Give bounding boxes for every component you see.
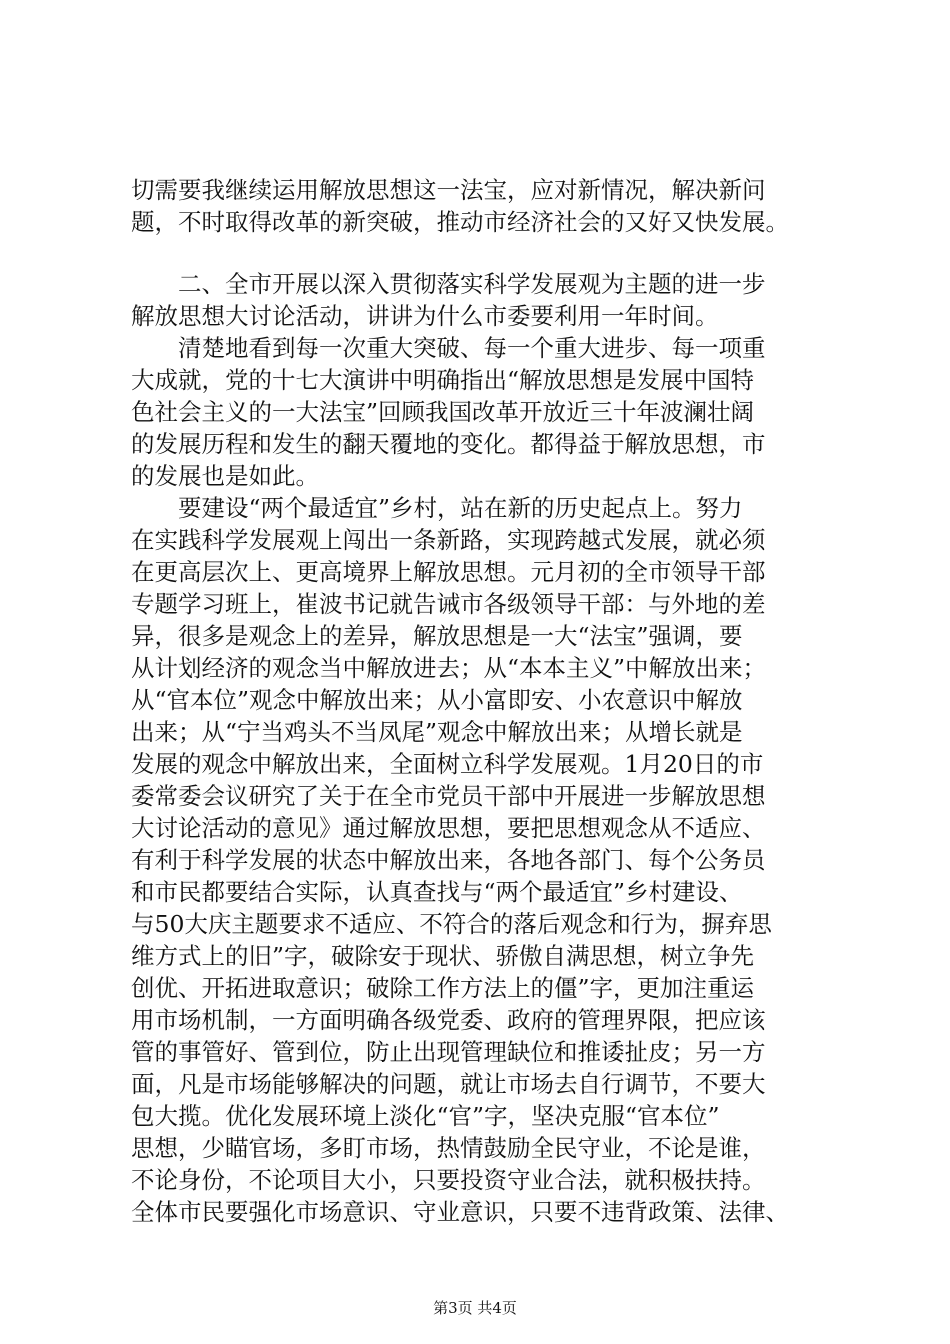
text-line: 在实践科学发展观上闯出一条新路，实现跨越式发展，就必须 [131, 526, 766, 554]
text-line: 异，很多是观念上的差异，解放思想是一大“法宝”强调，要 [131, 622, 743, 650]
text-line: 的发展也是如此。 [131, 462, 319, 490]
text-line: 管的事管好、管到位，防止出现管理缺位和推诿扯皮；另一方 [131, 1038, 766, 1066]
text-line: 全体市民要强化市场意识、守业意识，只要不违背政策、法律、 [131, 1198, 789, 1226]
text-line: 专题学习班上，崔波书记就告诫市各级领导干部：与外地的差 [131, 590, 766, 618]
text-line: 创优、开拓进取意识；破除工作方法上的僵”字，更加注重运 [131, 974, 755, 1002]
text-line: 不论身份，不论项目大小，只要投资守业合法，就积极扶持。 [131, 1166, 766, 1194]
text-line: 面，凡是市场能够解决的问题，就让市场去自行调节，不要大 [131, 1070, 766, 1098]
text-line: 清楚地看到每一次重大突破、每一个重大进步、每一项重 [178, 334, 766, 362]
text-line: 大成就，党的十七大演讲中明确指出“解放思想是发展中国特 [131, 366, 755, 394]
text-line: 在更高层次上、更高境界上解放思想。元月初的全市领导干部 [131, 558, 766, 586]
text-line: 和市民都要结合实际，认真查找与“两个最适宜”乡村建设、 [131, 878, 743, 906]
text-line: 从“官本位”观念中解放出来；从小富即安、小农意识中解放 [131, 686, 743, 714]
section-heading-line: 解放思想大讨论活动，讲讲为什么市委要利用一年时间。 [131, 302, 719, 330]
text-line: 有利于科学发展的状态中解放出来，各地各部门、每个公务员 [131, 846, 766, 874]
text-line: 发展的观念中解放出来，全面树立科学发展观。1月20日的市 [131, 750, 764, 778]
text-line: 维方式上的旧”字，破除安于现状、骄傲自满思想，树立争先 [131, 942, 755, 970]
text-line: 用市场机制，一方面明确各级党委、政府的管理界限，把应该 [131, 1006, 766, 1034]
text-line: 要建设“两个最适宜”乡村，站在新的历史起点上。努力 [178, 494, 743, 522]
text-line: 切需要我继续运用解放思想这一法宝，应对新情况，解决新问 [131, 176, 766, 204]
text-line: 色社会主义的一大法宝”回顾我国改革开放近三十年波澜壮阔 [131, 398, 755, 426]
section-heading-line: 二、全市开展以深入贯彻落实科学发展观为主题的进一步 [178, 270, 766, 298]
text-line: 大讨论活动的意见》通过解放思想，要把思想观念从不适应、 [131, 814, 766, 842]
text-line: 与50大庆主题要求不适应、不符合的落后观念和行为，摒弃思 [131, 910, 772, 938]
text-line: 出来；从“宁当鸡头不当凤尾”观念中解放出来；从增长就是 [131, 718, 743, 746]
text-line: 包大揽。优化发展环境上淡化“官”字，坚决克服“官本位” [131, 1102, 720, 1130]
text-line: 的发展历程和发生的翻天覆地的变化。都得益于解放思想，市 [131, 430, 766, 458]
text-line: 从计划经济的观念当中解放进去；从“本本主义”中解放出来； [131, 654, 767, 682]
text-line: 委常委会议研究了关于在全市党员干部中开展进一步解放思想 [131, 782, 766, 810]
text-line: 题，不时取得改革的新突破，推动市经济社会的又好又快发展。 [131, 208, 789, 236]
page-number-footer: 第3页 共4页 [433, 1299, 517, 1317]
text-line: 思想，少瞄官场，多盯市场，热情鼓励全民守业，不论是谁， [131, 1134, 766, 1162]
